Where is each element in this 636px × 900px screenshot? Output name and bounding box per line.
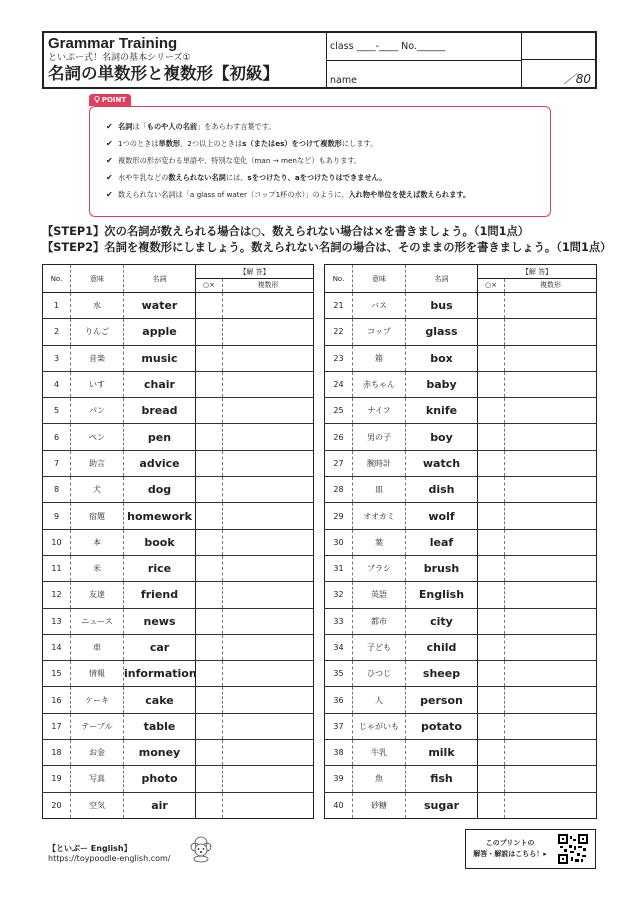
row-meaning: りんご [71,319,124,345]
row-noun: dish [406,477,478,503]
ox-answer-cell[interactable] [196,371,223,397]
row-number: 19 [43,766,71,792]
plural-answer-cell[interactable] [223,766,314,792]
table-row [43,713,314,739]
plural-answer-cell[interactable] [505,319,597,345]
table-row [43,661,314,687]
ox-answer-cell[interactable] [478,687,505,713]
plural-answer-cell[interactable] [223,371,314,397]
row-noun: friend [124,582,196,608]
row-meaning: 米 [71,555,124,581]
step1-instruction: 【STEP1】次の名詞が数えられる場合は○、数えられない場合は×を書きましょう。（1問1点） [42,225,530,238]
row-number: 35 [325,661,353,687]
row-noun: English [406,582,478,608]
ox-answer-cell[interactable] [196,687,223,713]
row-number: 22 [325,319,353,345]
row-meaning: 葉 [353,529,406,555]
plural-header: 複数形 [540,281,561,289]
row-meaning: ペン [71,424,124,450]
table-row [325,319,597,345]
plural-answer-cell[interactable] [223,555,314,581]
ox-answer-cell[interactable] [478,766,505,792]
row-number: 10 [43,529,71,555]
plural-answer-cell[interactable] [505,661,597,687]
table-row [43,608,314,634]
row-meaning: 本 [71,529,124,555]
ox-answer-cell[interactable] [196,713,223,739]
point-box [89,106,551,217]
point-item: ✔ 複数形の形が変わる単語や、特別な変化（man → menなど）もあります。 [118,152,550,169]
ox-answer-cell[interactable] [478,424,505,450]
ox-answer-cell[interactable] [196,740,223,766]
table-row [43,477,314,503]
table-row [325,345,597,371]
plural-answer-cell[interactable] [223,319,314,345]
answer-header-label: 【解 答】 [478,266,596,279]
lightbulb-icon [94,96,100,105]
plural-answer-cell[interactable] [505,450,597,476]
plural-answer-cell[interactable] [505,687,597,713]
ox-answer-cell[interactable] [478,740,505,766]
answer-header-label: 【解 答】 [196,266,313,279]
row-meaning: 友達 [71,582,124,608]
table-row [325,477,597,503]
row-number: 2 [43,319,71,345]
row-meaning: 腕時計 [353,450,406,476]
class-number-field[interactable]: class ____-____ No.______ [327,33,521,61]
row-meaning: 人 [353,687,406,713]
row-meaning: ひつじ [353,661,406,687]
ox-answer-cell[interactable] [478,529,505,555]
ox-answer-cell[interactable] [196,450,223,476]
row-meaning: お金 [71,740,124,766]
answer-table-right [324,264,597,819]
row-number: 36 [325,687,353,713]
ox-answer-cell[interactable] [196,792,223,818]
row-noun: box [406,345,478,371]
plural-answer-cell[interactable] [223,293,314,319]
row-noun: car [124,634,196,660]
row-number: 30 [325,529,353,555]
plural-answer-cell[interactable] [223,634,314,660]
table-row [325,608,597,634]
instructions [42,224,612,256]
row-number: 33 [325,608,353,634]
series-name: といぷー式！名詞の基本シリーズ① [48,53,191,63]
row-meaning: パン [71,398,124,424]
row-noun: brush [406,555,478,581]
ox-answer-cell[interactable] [196,424,223,450]
plural-answer-cell[interactable] [223,713,314,739]
point-item: ✔ 水や牛乳などの数えられない名詞には、sをつけたり、aをつけたりはできません。 [118,169,550,186]
row-number: 13 [43,608,71,634]
row-noun: water [124,293,196,319]
row-number: 24 [325,371,353,397]
ox-answer-cell[interactable] [478,555,505,581]
ox-answer-cell[interactable] [478,319,505,345]
row-noun: sugar [406,792,478,818]
row-meaning: テーブル [71,713,124,739]
footer-brand [48,843,171,863]
number-label: No. [401,41,417,52]
col-meaning-header: 意味 [353,265,406,293]
ox-header: ○× [478,279,505,292]
row-meaning: ナイフ [353,398,406,424]
col-no-header: No. [325,265,353,293]
row-noun: milk [406,740,478,766]
row-number: 29 [325,503,353,529]
table-row [325,687,597,713]
ox-answer-cell[interactable] [478,345,505,371]
table-row [325,529,597,555]
ox-answer-cell[interactable] [478,477,505,503]
row-number: 39 [325,766,353,792]
poodle-icon [186,833,216,863]
table-row [325,371,597,397]
row-noun: table [124,713,196,739]
row-meaning: バス [353,293,406,319]
row-noun: boy [406,424,478,450]
ox-answer-cell[interactable] [196,766,223,792]
ox-answer-cell[interactable] [196,634,223,660]
student-info [327,33,522,87]
row-number: 1 [43,293,71,319]
row-noun: book [124,529,196,555]
ox-answer-cell[interactable] [478,503,505,529]
ox-answer-cell[interactable] [478,371,505,397]
row-number: 20 [43,792,71,818]
row-number: 11 [43,555,71,581]
row-noun: photo [124,766,196,792]
worksheet-title: Grammar Training [48,35,178,52]
score-block [522,33,595,87]
row-meaning: ケーキ [71,687,124,713]
row-meaning: 犬 [71,477,124,503]
table-row [325,555,597,581]
row-meaning: 車 [71,634,124,660]
table-row [325,398,597,424]
plural-answer-cell[interactable] [505,529,597,555]
row-noun: city [406,608,478,634]
table-row [43,398,314,424]
col-answer-header [196,265,314,293]
table-row [43,293,314,319]
ox-header: ○× [196,279,223,292]
ox-answer-cell[interactable] [196,608,223,634]
row-number: 31 [325,555,353,581]
row-number: 32 [325,582,353,608]
ox-answer-cell[interactable] [478,792,505,818]
row-number: 16 [43,687,71,713]
plural-answer-cell[interactable] [223,477,314,503]
row-number: 14 [43,634,71,660]
row-noun: wolf [406,503,478,529]
row-meaning: 魚 [353,766,406,792]
plural-answer-cell[interactable] [505,424,597,450]
table-row [43,792,314,818]
row-noun: chair [124,371,196,397]
class-label: class [330,41,354,52]
row-meaning: 写真 [71,766,124,792]
ox-answer-cell[interactable] [196,661,223,687]
row-number: 5 [43,398,71,424]
row-noun: music [124,345,196,371]
table-row [43,503,314,529]
table-row [43,766,314,792]
row-meaning: 男の子 [353,424,406,450]
row-noun: money [124,740,196,766]
plural-answer-cell[interactable] [223,424,314,450]
point-item: ✔ 名詞は「ものや人の名前」をあらわす言葉です。 [118,118,550,135]
plural-answer-cell[interactable] [223,740,314,766]
row-number: 38 [325,740,353,766]
table-row [325,450,597,476]
row-meaning: 空気 [71,792,124,818]
plural-answer-cell[interactable] [505,293,597,319]
ox-answer-cell[interactable] [196,345,223,371]
row-noun: potato [406,713,478,739]
plural-answer-cell[interactable] [505,608,597,634]
row-noun: apple [124,319,196,345]
table-row [43,555,314,581]
row-number: 8 [43,477,71,503]
qr-code-icon[interactable] [558,834,588,864]
row-noun: information [124,661,196,687]
ox-answer-cell[interactable] [196,529,223,555]
site-url[interactable]: https://toypoodle-english.com/ [48,854,171,863]
row-meaning: 英語 [353,582,406,608]
col-noun-header: 名詞 [124,265,196,293]
table-row [325,582,597,608]
row-noun: fish [406,766,478,792]
row-number: 18 [43,740,71,766]
table-row [43,371,314,397]
row-noun: knife [406,398,478,424]
answer-link-line1: このプリントの [485,839,535,847]
plural-answer-cell[interactable] [223,345,314,371]
score-total: ／80 [563,72,591,86]
plural-answer-cell[interactable] [223,792,314,818]
row-noun: news [124,608,196,634]
plural-answer-cell[interactable] [223,450,314,476]
col-noun-header: 名詞 [406,265,478,293]
table-row [43,740,314,766]
col-answer-header [478,265,597,293]
row-meaning: いす [71,371,124,397]
ox-answer-cell[interactable] [196,398,223,424]
row-number: 25 [325,398,353,424]
row-meaning: 音楽 [71,345,124,371]
col-no-header: No. [43,265,71,293]
row-noun: advice [124,450,196,476]
row-number: 21 [325,293,353,319]
table-row [325,634,597,660]
table-row [43,424,314,450]
row-meaning: オオカミ [353,503,406,529]
row-meaning: 砂糖 [353,792,406,818]
step2-instruction: 【STEP2】名詞を複数形にしましょう。数えられない名詞の場合は、そのままの形を書きましょう。（1問1点） [42,241,612,254]
row-noun: dog [124,477,196,503]
point-item: ✔ 数えられない名詞は「a glass of water（コップ1杯の水）」のように、入れ物や単位を使えば数えられます。 [118,186,550,203]
row-number: 40 [325,792,353,818]
plural-answer-cell[interactable] [505,713,597,739]
plural-answer-cell[interactable] [223,608,314,634]
plural-answer-cell[interactable] [505,503,597,529]
row-meaning: ブラシ [353,555,406,581]
row-meaning: 情報 [71,661,124,687]
score-blank [522,33,595,60]
row-meaning: 子ども [353,634,406,660]
row-meaning: 箱 [353,345,406,371]
brand-name: 【といぷー English】 [48,844,132,853]
table-row [325,766,597,792]
ox-answer-cell[interactable] [196,477,223,503]
table-row [43,345,314,371]
row-number: 26 [325,424,353,450]
row-number: 7 [43,450,71,476]
plural-header: 複数形 [257,281,279,289]
row-noun: sheep [406,661,478,687]
table-row [325,503,597,529]
table-row [325,293,597,319]
point-tab [89,94,131,106]
plural-answer-cell[interactable] [505,634,597,660]
row-number: 23 [325,345,353,371]
table-row [325,713,597,739]
row-noun: rice [124,555,196,581]
ox-answer-cell[interactable] [196,503,223,529]
answer-table-left [42,264,314,819]
name-label: name [330,75,357,86]
row-number: 27 [325,450,353,476]
ox-answer-cell[interactable] [196,319,223,345]
point-label: POINT [101,96,127,104]
answer-link-box[interactable] [465,829,596,869]
table-row [43,319,314,345]
plural-answer-cell[interactable] [223,503,314,529]
row-noun: cake [124,687,196,713]
plural-answer-cell[interactable] [505,792,597,818]
row-number: 37 [325,713,353,739]
row-noun: bread [124,398,196,424]
table-row [43,687,314,713]
name-field[interactable] [327,61,521,87]
plural-answer-cell[interactable] [505,582,597,608]
row-meaning: 牛乳 [353,740,406,766]
table-row [325,661,597,687]
ox-answer-cell[interactable] [478,293,505,319]
row-number: 6 [43,424,71,450]
row-number: 4 [43,371,71,397]
plural-answer-cell[interactable] [505,555,597,581]
row-meaning: 都市 [353,608,406,634]
ox-answer-cell[interactable] [478,608,505,634]
row-meaning: 宿題 [71,503,124,529]
row-noun: leaf [406,529,478,555]
plural-answer-cell[interactable] [505,477,597,503]
col-meaning-header: 意味 [71,265,124,293]
row-number: 34 [325,634,353,660]
answer-link-line2: 解答・解説はこちら！▸ [473,850,547,858]
row-meaning: コップ [353,319,406,345]
row-noun: glass [406,319,478,345]
plural-answer-cell[interactable] [505,398,597,424]
row-noun: person [406,687,478,713]
plural-answer-cell[interactable] [223,687,314,713]
table-row [43,582,314,608]
row-number: 3 [43,345,71,371]
ox-answer-cell[interactable] [478,398,505,424]
row-noun: bus [406,293,478,319]
ox-answer-cell[interactable] [478,713,505,739]
row-number: 15 [43,661,71,687]
plural-answer-cell[interactable] [223,582,314,608]
ox-answer-cell[interactable] [478,634,505,660]
plural-answer-cell[interactable] [505,740,597,766]
ox-answer-cell[interactable] [196,555,223,581]
plural-answer-cell[interactable] [505,766,597,792]
row-meaning: 水 [71,293,124,319]
ox-answer-cell[interactable] [196,582,223,608]
title-block [44,33,327,87]
row-noun: watch [406,450,478,476]
row-meaning: 皿 [353,477,406,503]
table-row [43,634,314,660]
point-item: ✔ 1つのときは単数形、2つ以上のときはs（またはes）をつけて複数形にします。 [118,135,550,152]
row-noun: baby [406,371,478,397]
ox-answer-cell[interactable] [478,450,505,476]
plural-answer-cell[interactable] [505,371,597,397]
row-number: 17 [43,713,71,739]
row-number: 28 [325,477,353,503]
answer-link-text [466,838,554,860]
plural-answer-cell[interactable] [223,661,314,687]
plural-answer-cell[interactable] [223,398,314,424]
table-row [325,792,597,818]
table-row [43,529,314,555]
row-number: 12 [43,582,71,608]
row-meaning: じゃがいも [353,713,406,739]
table-row [325,424,597,450]
worksheet-main-title: 名詞の単数形と複数形【初級】 [48,64,279,83]
row-noun: child [406,634,478,660]
plural-answer-cell[interactable] [223,529,314,555]
plural-answer-cell[interactable] [505,345,597,371]
class-separator: - [375,41,380,52]
table-row [43,450,314,476]
table-row [325,740,597,766]
worksheet-header [42,31,597,89]
ox-answer-cell[interactable] [196,293,223,319]
row-meaning: 赤ちゃん [353,371,406,397]
ox-answer-cell[interactable] [478,661,505,687]
row-noun: pen [124,424,196,450]
row-meaning: 助言 [71,450,124,476]
ox-answer-cell[interactable] [478,582,505,608]
row-noun: homework [124,503,196,529]
row-meaning: ニュース [71,608,124,634]
row-number: 9 [43,503,71,529]
row-noun: air [124,792,196,818]
